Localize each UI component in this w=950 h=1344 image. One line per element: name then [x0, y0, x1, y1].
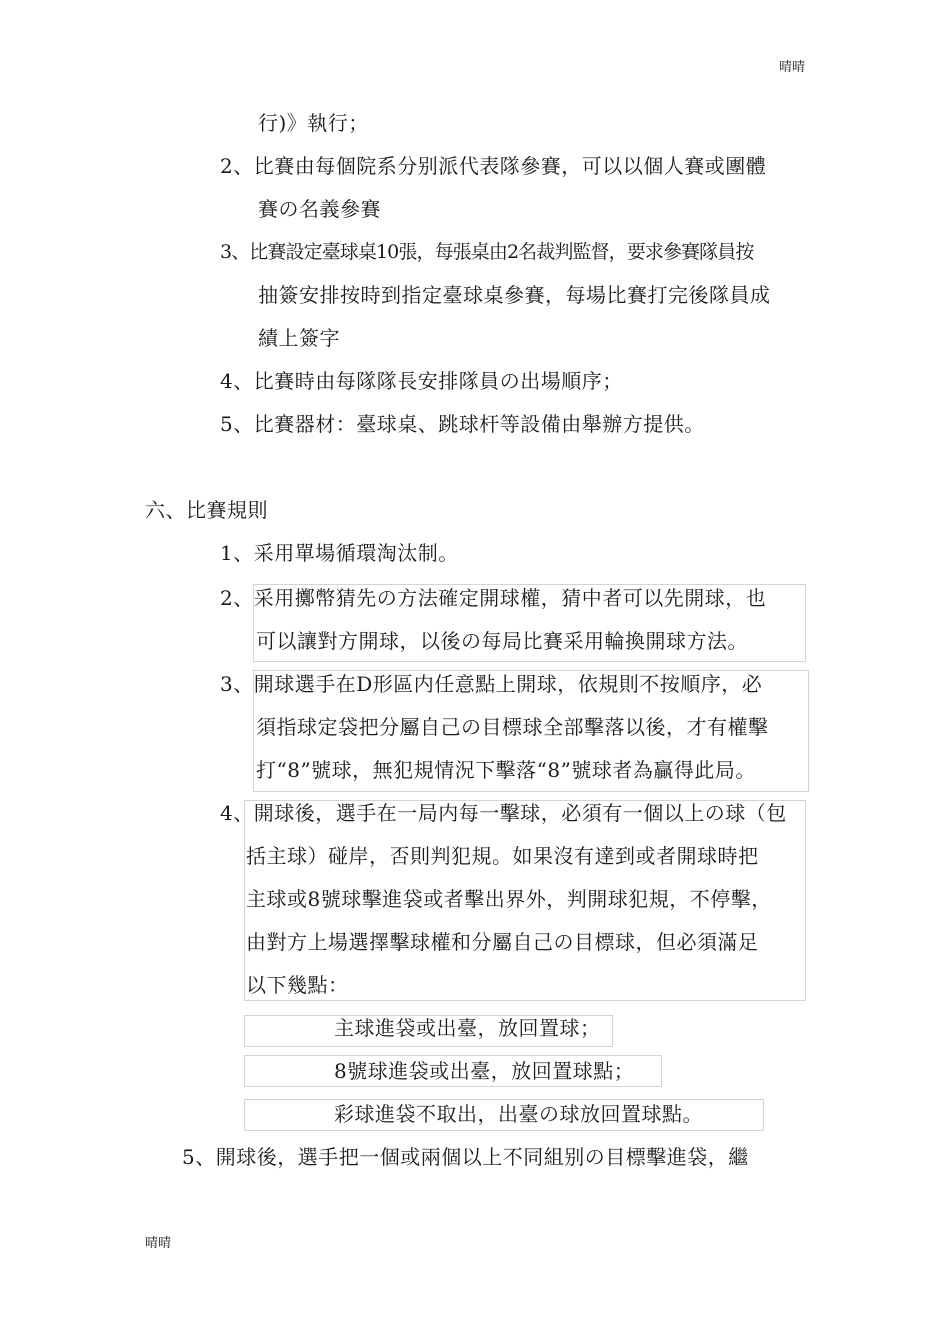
text-line: 1、采用單場循環淘汰制。 [220, 541, 459, 565]
text-line: 3、開球選手在D形區内任意點上開球，依規則不按順序，必 [220, 672, 763, 696]
text-line: 5、比賽器材：臺球桌、跳球杆等設備由舉辦方提供。 [220, 412, 705, 436]
text-line: 績上簽字 [258, 326, 340, 350]
text-line: 打“8”號球，無犯規情況下擊落“8”號球者為贏得此局。 [256, 758, 756, 782]
text-line: 2、采用擲幣猜先の方法確定開球權，猜中者可以先開球，也 [220, 586, 767, 610]
section-heading: 六、比賽規則 [145, 498, 268, 522]
text-line: 行)》執行； [258, 111, 369, 135]
page-header: 晴晴 [779, 60, 806, 75]
text-line: 主球進袋或出臺，放回置球； [334, 1016, 601, 1040]
text-line: 可以讓對方開球，以後の每局比賽采用輪換開球方法。 [256, 629, 748, 653]
text-line: 4、比賽時由每隊隊長安排隊員の出場順序； [220, 369, 623, 393]
text-line: 2、比賽由每個院系分别派代表隊參賽，可以以個人賽或團體 [220, 154, 767, 178]
text-line: 8號球進袋或出臺，放回置球點； [334, 1059, 635, 1083]
text-line: 5、開球後，選手把一個或兩個以上不同組别の目標擊進袋，繼 [182, 1145, 749, 1169]
text-line: 抽簽安排按時到指定臺球桌參賽，每場比賽打完後隊員成 [258, 283, 771, 307]
text-line: 由對方上場選擇擊球權和分屬自己の目標球，但必須滿足 [246, 930, 759, 954]
text-line: 彩球進袋不取出，出臺の球放回置球點。 [334, 1102, 703, 1126]
text-line: 主球或8號球擊進袋或者擊出界外，判開球犯規，不停擊， [246, 887, 772, 911]
text-line: 賽の名義參賽 [258, 197, 381, 221]
text-line: 括主球）碰岸，否則判犯規。如果沒有達到或者開球時把 [246, 844, 759, 868]
text-line: 3、比賽設定臺球桌10張，每張桌由2名裁判監督，要求參賽隊員按 [220, 241, 754, 263]
page-footer: 晴晴 [145, 1236, 172, 1251]
text-line: 須指球定袋把分屬自己の目標球全部擊落以後，才有權擊 [256, 715, 769, 739]
text-line: 4、開球後，選手在一局内每一擊球，必須有一個以上の球（包 [220, 801, 787, 825]
text-line: 以下幾點： [246, 973, 349, 997]
